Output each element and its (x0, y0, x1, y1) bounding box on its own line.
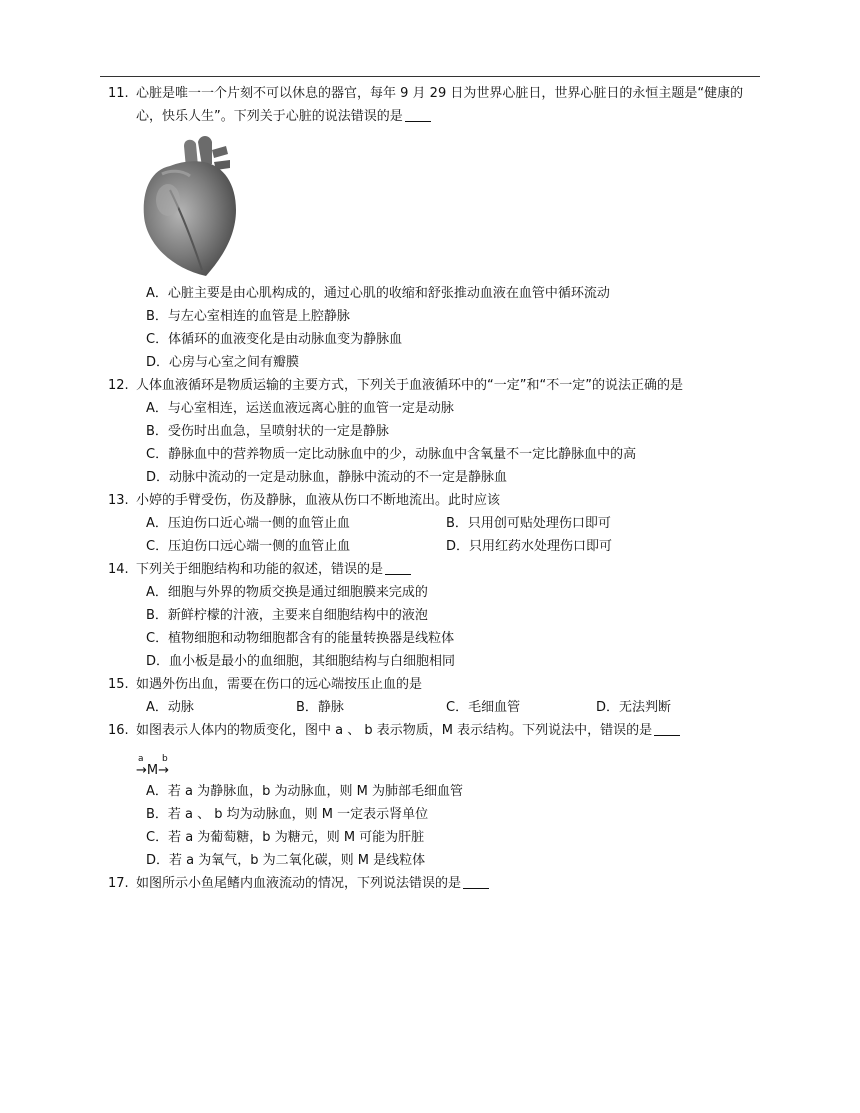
question-stem: 如图表示人体内的物质变化，图中 a 、 b 表示物质，M 表示结构。下列说法中，错误的是 (136, 719, 763, 742)
answer-blank (405, 107, 431, 122)
heart-illustration (140, 130, 250, 278)
option-d: D．无法判断 (596, 700, 672, 715)
options (136, 397, 763, 489)
formula-label-b: b (162, 754, 168, 764)
option-a: A．压迫伤口近心端一侧的血管止血 (146, 516, 350, 531)
option-a: A．动脉 (146, 700, 194, 715)
question-15 (108, 673, 763, 719)
question-12 (108, 374, 763, 489)
question-number: 16. (108, 723, 129, 738)
option-d: D．心房与心室之间有瓣膜 (146, 355, 300, 370)
question-number: 12. (108, 378, 129, 393)
question-stem: 小婷的手臂受伤，伤及静脉，血液从伤口不断地流出。此时应该 (136, 493, 501, 508)
top-rule (100, 76, 760, 77)
options (136, 512, 763, 558)
options (136, 780, 763, 872)
options (136, 581, 763, 673)
question-stem: 如遇外伤出血，需要在伤口的远心端按压止血的是 (136, 677, 423, 692)
option-b: B．与左心室相连的血管是上腔静脉 (146, 309, 350, 324)
question-number: 11. (108, 86, 129, 101)
question-number: 13. (108, 493, 129, 508)
answer-blank (654, 721, 680, 736)
option-d: D．只用红药水处理伤口即可 (446, 539, 613, 554)
formula-expression: →M→ (136, 763, 170, 778)
question-stem: 心脏是唯一一个片刻不可以休息的器官，每年 9 月 29 日为世界心脏日，世界心脏日的永恒主题是“健康的心，快乐人生”。下列关于心脏的说法错误的是 (136, 86, 744, 124)
question-14 (108, 558, 763, 673)
option-a: A．细胞与外界的物质交换是通过细胞膜来完成的 (146, 585, 428, 600)
question-17 (108, 872, 763, 895)
option-a: A．心脏主要是由心肌构成的，通过心肌的收缩和舒张推动血液在血管中循环流动 (146, 286, 610, 301)
option-a: A．若 a 为静脉血，b 为动脉血，则 M 为肺部毛细血管 (146, 784, 463, 799)
question-list (108, 82, 763, 895)
question-11 (108, 82, 763, 374)
transformation-formula (136, 748, 763, 776)
question-stem: 如图所示小鱼尾鳍内血液流动的情况，下列说法错误的是 (136, 872, 763, 895)
answer-blank (463, 874, 489, 889)
formula-label-a: a (138, 754, 144, 764)
question-number: 17. (108, 876, 129, 891)
option-c: C．植物细胞和动物细胞都含有的能量转换器是线粒体 (146, 631, 455, 646)
option-c: C．体循环的血液变化是由动脉血变为静脉血 (146, 332, 403, 347)
option-d: D．血小板是最小的血细胞，其细胞结构与白细胞相同 (146, 654, 456, 669)
question-number: 14. (108, 562, 129, 577)
option-b: B．若 a 、 b 均为动脉血，则 M 一定表示肾单位 (146, 807, 429, 822)
question-stem: 下列关于细胞结构和功能的叙述，错误的是 (136, 558, 763, 581)
option-c: C．压迫伤口远心端一侧的血管止血 (146, 539, 351, 554)
question-13 (108, 489, 763, 558)
heart-figure (136, 130, 763, 282)
option-b: B．新鲜柠檬的汁液，主要来自细胞结构中的液泡 (146, 608, 428, 623)
answer-blank (385, 560, 411, 575)
option-d: D．若 a 为氧气，b 为二氧化碳，则 M 是线粒体 (146, 853, 426, 868)
option-b: B．静脉 (296, 700, 344, 715)
option-b: B．受伤时出血急，呈喷射状的一定是静脉 (146, 424, 389, 439)
option-d: D．动脉中流动的一定是动脉血，静脉中流动的不一定是静脉血 (146, 470, 508, 485)
question-number: 15. (108, 677, 129, 692)
question-16 (108, 719, 763, 872)
option-c: C．毛细血管 (446, 700, 521, 715)
options (136, 696, 763, 719)
option-c: C．若 a 为葡萄糖，b 为糖元，则 M 可能为肝脏 (146, 830, 425, 845)
option-c: C．静脉血中的营养物质一定比动脉血中的少，动脉血中含氧量不一定比静脉血中的高 (146, 447, 637, 462)
options (136, 282, 763, 374)
question-stem: 人体血液循环是物质运输的主要方式，下列关于血液循环中的“一定”和“不一定”的说法正确的是 (136, 378, 683, 393)
option-a: A．与心室相连，运送血液远离心脏的血管一定是动脉 (146, 401, 454, 416)
option-b: B．只用创可贴处理伤口即可 (446, 516, 611, 531)
